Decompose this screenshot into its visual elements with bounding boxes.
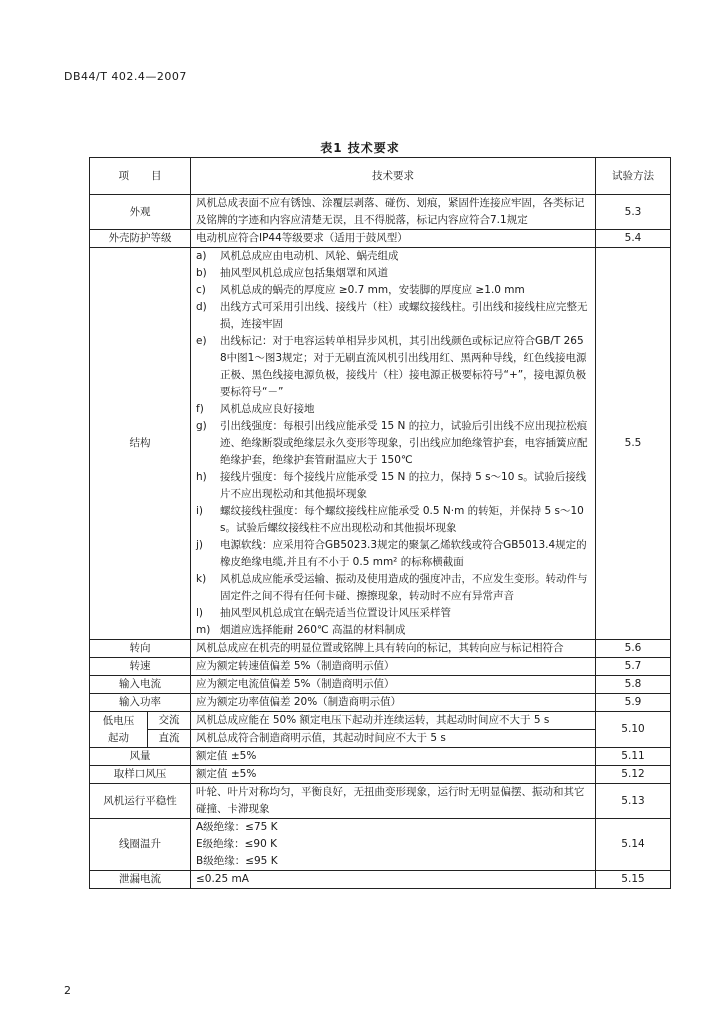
insulation-class-e: E级绝缘：≤90 K (196, 838, 278, 850)
header-requirement: 技术要求 (191, 158, 596, 195)
list-item: e) 出线标记：对于电容运转单相异步风机，其引出线颜色或标记应符合GB/T 2658中图1～图3规定；对于无刷直流风机引出线用红、黑两种导线，红色线接电源正极、黑色线接电源负极，接线片（柱）接电源正极要标符号“+”，接电源负极要标符号“－” (196, 335, 587, 398)
list-item: l) 抽风型风机总成宜在蜗壳适当位置设计风压采样管 (196, 607, 451, 619)
list-item: a) 风机总成应由电动机、风轮、蜗壳组成 (196, 250, 399, 262)
row-item: 风机运行平稳性 (90, 784, 191, 819)
row-item: 结构 (90, 248, 191, 640)
table-row (90, 640, 671, 658)
insulation-class-b: B级绝缘：≤95 K (196, 855, 278, 867)
row-item: 取样口风压 (90, 766, 191, 784)
structure-requirements (191, 248, 596, 640)
table-row (90, 676, 671, 694)
row-item: 外壳防护等级 (90, 230, 191, 248)
row-requirement: 应为额定功率值偏差 20%（制造商明示值） (191, 694, 596, 712)
row-requirement (191, 819, 596, 871)
table-row (90, 748, 671, 766)
row-method: 5.5 (596, 248, 671, 640)
list-item: k) 风机总成应能承受运输、振动及使用造成的强度冲击，不应发生变形。转动件与固定件之间不得有任何卡碰、擦擦现象，转动时不应有异常声音 (196, 573, 588, 602)
list-item: d) 出线方式可采用引出线、接线片（柱）或螺纹接线柱。引出线和接线柱应完整无损，连接牢固 (196, 301, 588, 330)
row-requirement: ≤0.25 mA (191, 871, 596, 889)
header-item: 项 目 (90, 158, 191, 195)
row-item: 外观 (90, 195, 191, 230)
table-row (90, 694, 671, 712)
table-row (90, 766, 671, 784)
row-item: 线圈温升 (90, 819, 191, 871)
row-method: 5.9 (596, 694, 671, 712)
row-method: 5.12 (596, 766, 671, 784)
technical-requirements-table (89, 157, 671, 889)
table-row (90, 730, 671, 748)
header-method: 试验方法 (596, 158, 671, 195)
row-requirement: 应为额定转速值偏差 5%（制造商明示值） (191, 658, 596, 676)
row-item: 转速 (90, 658, 191, 676)
row-item: 输入功率 (90, 694, 191, 712)
list-item: i) 螺纹接线柱强度：每个螺纹接线柱应能承受 0.5 N·m 的转矩，并保持 5 s～10 s。试验后螺纹接线柱不应出现松动和其他损坏现象 (196, 505, 584, 534)
table-row (90, 819, 671, 871)
row-item: 转向 (90, 640, 191, 658)
row-requirement: 风机总成应在机壳的明显位置或铭牌上具有转向的标记，其转向应与标记相符合 (191, 640, 596, 658)
table-header-row (90, 158, 671, 195)
page-number: 2 (64, 984, 71, 997)
row-requirement: 应为额定电流值偏差 5%（制造商明示值） (191, 676, 596, 694)
list-item: b) 抽风型风机总成应包括集烟罩和风道 (196, 267, 388, 279)
row-method: 5.15 (596, 871, 671, 889)
row-requirement: 额定值 ±5% (191, 748, 596, 766)
table-row (90, 658, 671, 676)
list-item: m) 烟道应选择能耐 260℃ 高温的材料制成 (196, 624, 406, 636)
list-item: h) 接线片强度：每个接线片应能承受 15 N 的拉力，保持 5 s～10 s。试验后接线片不应出现松动和其他损坏现象 (196, 471, 587, 500)
row-requirement: 电动机应符合IP44等级要求（适用于鼓风型） (191, 230, 596, 248)
row-item-low-voltage-start: 低电压 起动 (90, 712, 148, 748)
list-item: g) 引出线强度：每根引出线应能承受 15 N 的拉力，试验后引出线不应出现拉松痕迹、绝缘断裂或绝缘层永久变形等现象，引出线应加绝缘管护套，电容插簧应配绝缘护套，绝缘护套管耐温应大于 150℃ (196, 420, 588, 466)
table-title: 表1 技术要求 (320, 141, 400, 155)
row-method: 5.10 (596, 712, 671, 748)
row-subitem-dc: 直流 (148, 730, 191, 748)
table-row (90, 248, 671, 640)
row-method: 5.13 (596, 784, 671, 819)
row-method: 5.3 (596, 195, 671, 230)
table-row (90, 230, 671, 248)
list-item: f) 风机总成应良好接地 (196, 403, 315, 415)
row-method: 5.6 (596, 640, 671, 658)
table-row (90, 784, 671, 819)
row-requirement: 风机总成表面不应有锈蚀、涂覆层剥落、碰伤、划痕，紧固件连接应牢固，各类标记及铭牌的字迹和内容应清楚无误，且不得脱落，标记内容应符合7.1规定 (191, 195, 596, 230)
row-item: 风量 (90, 748, 191, 766)
row-requirement: 额定值 ±5% (191, 766, 596, 784)
table-row (90, 195, 671, 230)
table-row (90, 871, 671, 889)
row-item: 泄漏电流 (90, 871, 191, 889)
row-item: 输入电流 (90, 676, 191, 694)
row-subitem-ac: 交流 (148, 712, 191, 730)
list-item: j) 电源软线：应采用符合GB5023.3规定的聚氯乙烯软线或符合GB5013.4规定的橡皮绝缘电缆,并且有不小于 0.5 mm² 的标称横截面 (196, 539, 587, 568)
row-requirement: 叶轮、叶片对称均匀，平衡良好，无扭曲变形现象，运行时无明显偏摆、振动和其它碰撞、卡滞现象 (191, 784, 596, 819)
row-method: 5.14 (596, 819, 671, 871)
row-method: 5.4 (596, 230, 671, 248)
row-method: 5.8 (596, 676, 671, 694)
row-method: 5.7 (596, 658, 671, 676)
document-id: DB44/T 402.4—2007 (64, 70, 187, 83)
list-item: c) 风机总成的蜗壳的厚度应 ≥0.7 mm，安装脚的厚度应 ≥1.0 mm (196, 284, 525, 296)
row-requirement-dc: 风机总成符合制造商明示值，其起动时间应不大于 5 s (191, 730, 596, 748)
row-requirement-ac: 风机总成应能在 50% 额定电压下起动并连续运转，其起动时间应不大于 5 s (191, 712, 596, 730)
insulation-class-a: A级绝缘：≤75 K (196, 821, 278, 833)
row-method: 5.11 (596, 748, 671, 766)
table-row (90, 712, 671, 730)
